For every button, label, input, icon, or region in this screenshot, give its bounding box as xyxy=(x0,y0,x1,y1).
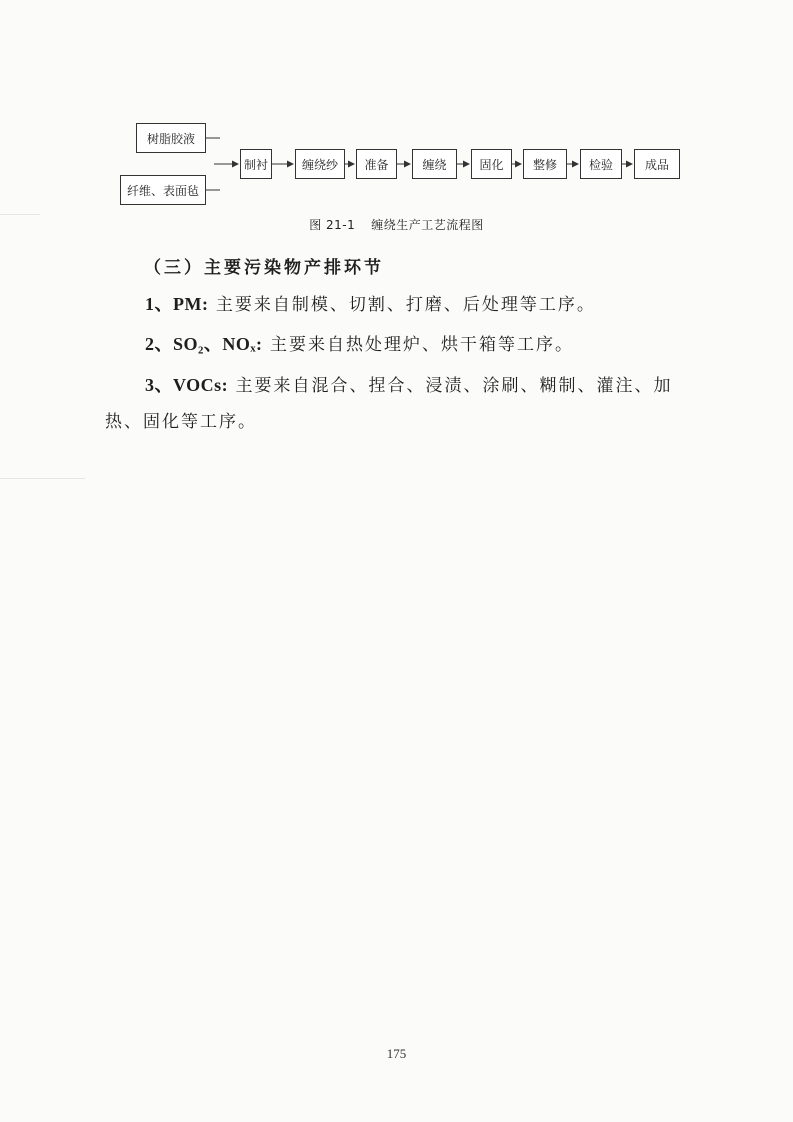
figure-number: 图 21-1 xyxy=(309,218,356,232)
input-resin: 树脂胶液 xyxy=(136,123,206,153)
step-8: 成品 xyxy=(634,149,680,179)
step-3: 准备 xyxy=(356,149,397,179)
figure-caption xyxy=(0,216,793,233)
section-heading: （三）主要污染物产排环节 xyxy=(144,258,384,278)
scan-artifact xyxy=(0,478,85,479)
process-flow-diagram xyxy=(100,115,700,215)
item-label: 3、VOCs: xyxy=(145,375,229,395)
item-label: 1、PM: xyxy=(145,294,209,314)
step-5: 固化 xyxy=(471,149,512,179)
pollutant-item-so2-nox xyxy=(105,326,705,363)
page-number: 175 xyxy=(386,1046,407,1061)
pollutant-item-pm xyxy=(105,286,705,323)
item-text: 主要来自热处理炉、烘干箱等工序。 xyxy=(269,335,574,355)
step-4: 缠绕 xyxy=(412,149,457,179)
pollutant-item-vocs xyxy=(105,367,705,440)
item-label: 2、SO₂、NOₓ: xyxy=(145,334,263,354)
scan-artifact xyxy=(0,214,40,215)
input-fiber: 纤维、表面毡 xyxy=(120,175,206,205)
step-1: 制衬 xyxy=(240,149,272,179)
figure-title: 缠绕生产工艺流程图 xyxy=(371,218,484,232)
step-7: 检验 xyxy=(580,149,622,179)
item-text: 主要来自制模、切割、打磨、后处理等工序。 xyxy=(215,295,596,315)
item-text: 主要来自混合、捏合、浸渍、涂刷、糊制、灌注、加热、固化等工序。 xyxy=(105,376,673,432)
step-2: 缠绕纱 xyxy=(295,149,345,179)
step-6: 整修 xyxy=(523,149,567,179)
